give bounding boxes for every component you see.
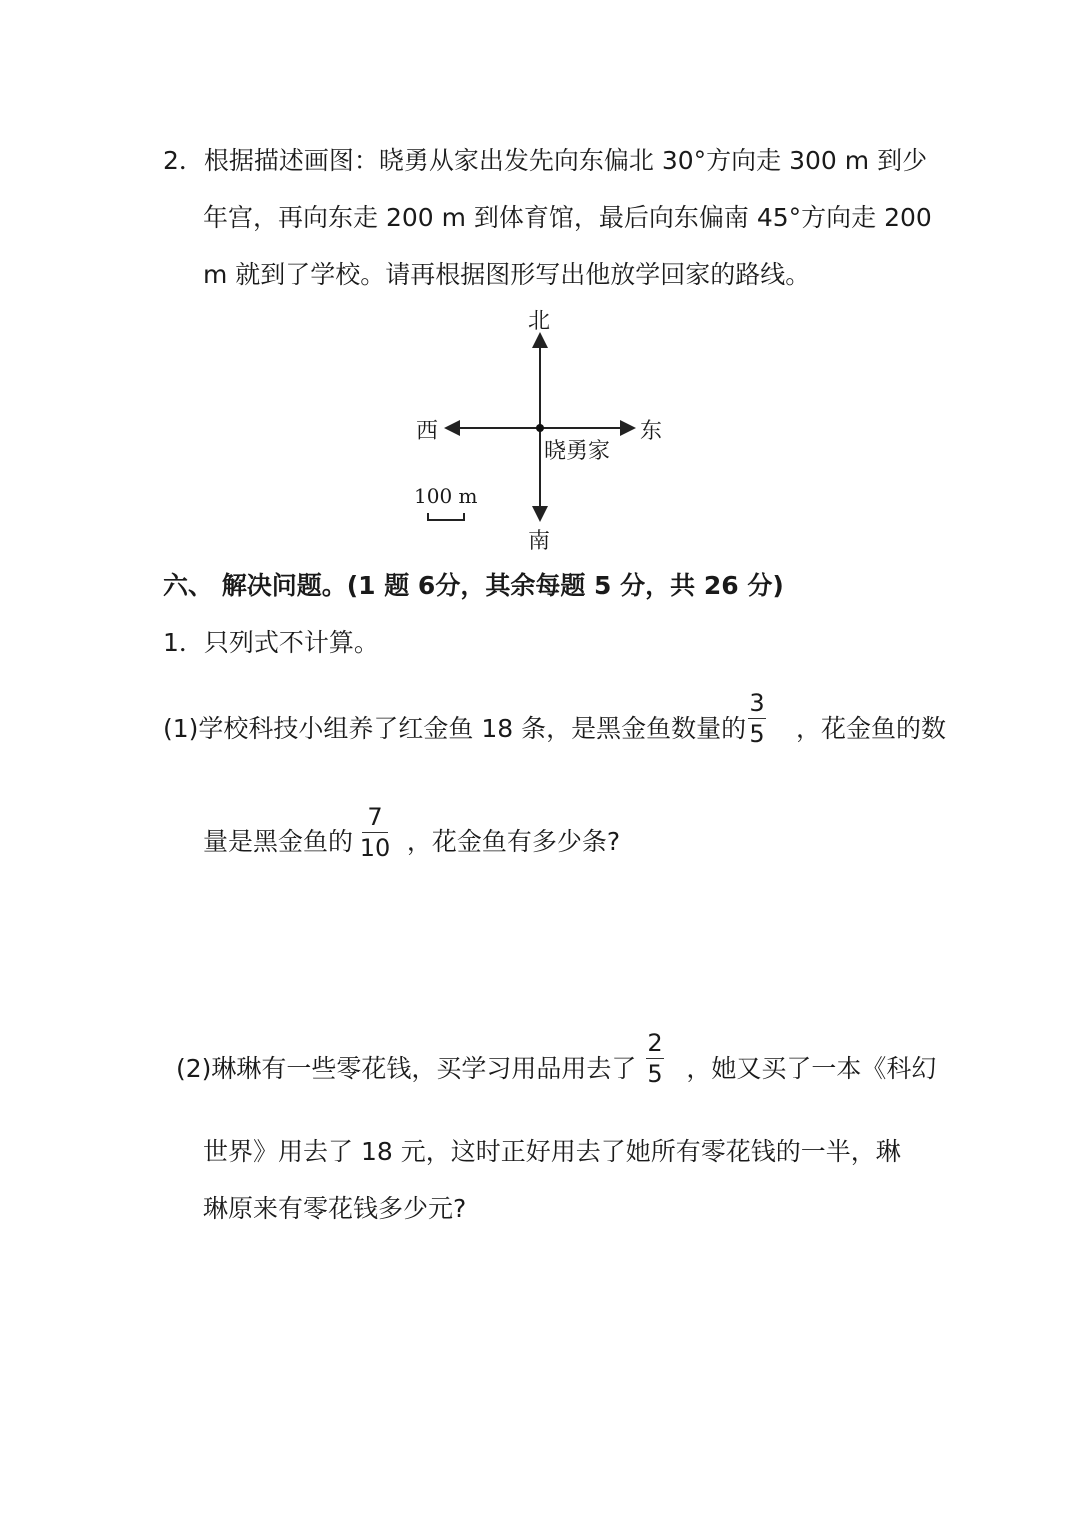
q1-part1-line2	[203, 827, 620, 857]
east-label: 东	[640, 419, 663, 444]
q1-part2-line3: 琳原来有零花钱多少元?	[203, 1194, 467, 1223]
denominator: 10	[359, 834, 391, 862]
q1-part2-line2: 世界》用去了 18 元，这时正好用去了她所有零花钱的一半，琳	[203, 1137, 901, 1166]
q1-title: 1．只列式不计算。	[163, 628, 379, 657]
fraction-7-10	[356, 804, 394, 861]
numerator: 7	[367, 803, 383, 831]
compass-diagram	[400, 300, 680, 560]
q1-part1-text2-end: ，花金鱼有多少条?	[406, 827, 621, 856]
q2-line-3: m 就到了学校。请再根据图形写出他放学回家的路线。	[203, 260, 811, 289]
denominator: 5	[647, 1060, 663, 1088]
fraction-2-5	[640, 1030, 670, 1087]
south-label: 南	[528, 529, 551, 554]
fraction-3-5	[742, 690, 772, 747]
numerator: 2	[647, 1029, 663, 1057]
west-label: 西	[416, 419, 439, 444]
q1-part1-text2: 量是黑金鱼的	[203, 827, 354, 856]
q1-part2-text-end: ，她又买了一本《科幻	[686, 1054, 937, 1083]
numerator: 3	[749, 689, 765, 717]
q2-line-2: 年宫，再向东走 200 m 到体育馆，最后向东偏南 45°方向走 200	[203, 203, 932, 232]
q1-part2-line1	[176, 1054, 936, 1084]
q2-line-1: 2．根据描述画图：晓勇从家出发先向东偏北 30°方向走 300 m 到少	[163, 146, 928, 175]
section-6-heading: 六、 解决问题。(1 题 6分，其余每题 5 分，共 26 分)	[163, 571, 784, 600]
q1-part2-text: (2)琳琳有一些零花钱，买学习用品用去了	[176, 1054, 637, 1083]
fraction-bar	[748, 718, 766, 719]
home-label: 晓勇家	[544, 439, 611, 464]
q1-part1-text: (1)学校科技小组养了红金鱼 18 条，是黑金鱼数量的	[163, 714, 747, 743]
fraction-bar	[646, 1058, 664, 1059]
north-label: 北	[528, 309, 551, 334]
q1-part1-text-end: ，花金鱼的数	[796, 714, 947, 743]
scale-label: 100 m	[414, 484, 478, 508]
fraction-bar	[362, 832, 388, 833]
compass-axes-icon	[400, 300, 680, 560]
denominator: 5	[749, 720, 765, 748]
q1-part1-line1	[163, 714, 946, 744]
